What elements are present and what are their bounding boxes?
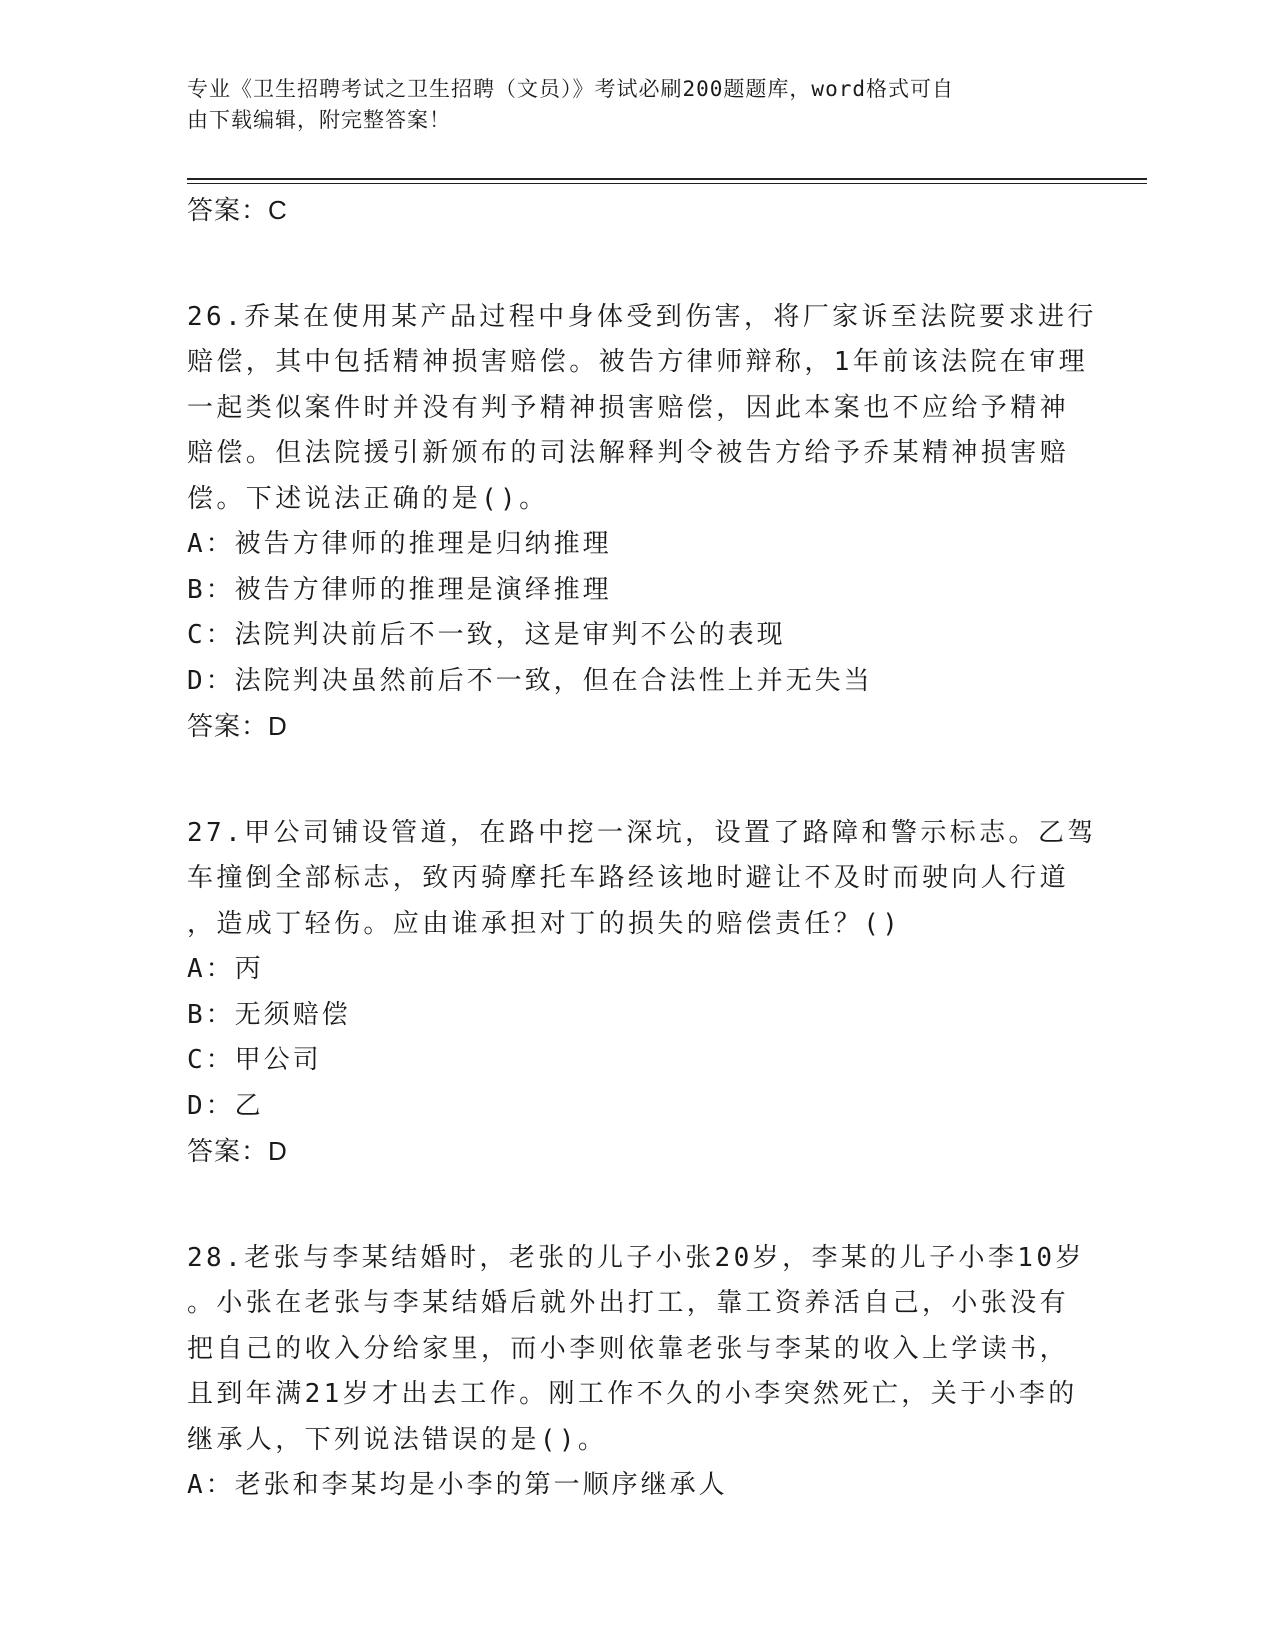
question-text: 一起类似案件时并没有判予精神损害赔偿，因此本案也不应给予精神 (187, 392, 1070, 423)
question-text: 。小张在老张与李某结婚后就外出打工，靠工资养活自己，小张没有 (187, 1288, 1070, 1318)
question-text: 继承人，下列说法错误的是()。 (187, 1424, 608, 1455)
option-a: A：被告方律师的推理是归纳推理 (187, 529, 612, 559)
option-c: C：甲公司 (187, 1045, 322, 1075)
question-text: 26.乔某在使用某产品过程中身体受到伤害，将厂家诉至法院要求进行 (187, 301, 1097, 332)
question-text: 车撞倒全部标志，致丙骑摩托车路经该地时避让不及时而驶向人行道 (187, 863, 1070, 893)
header-line: 专业《卫生招聘考试之卫生招聘（文员）》考试必刷200题题库，word格式可自 (187, 77, 954, 101)
question-text: 偿。下述说法正确的是()。 (187, 483, 549, 514)
option-b: B：无须赔偿 (187, 999, 351, 1030)
option-d: D：法院判决虽然前后不一致，但在合法性上并无失当 (187, 665, 873, 696)
header-divider (187, 183, 1147, 184)
question-text: 赔偿。但法院援引新颁布的司法解释判令被告方给予乔某精神损害赔 (187, 438, 1070, 468)
question-26 (187, 295, 1147, 750)
question-text: 赔偿，其中包括精神损害赔偿。被告方律师辩称，1年前该法院在审理 (187, 347, 1089, 377)
answer-line: 答案：D (187, 1136, 288, 1166)
spacer (187, 750, 1147, 811)
option-d: D：乙 (187, 1090, 264, 1121)
question-text: 把自己的收入分给家里，而小李则依靠老张与李某的收入上学读书， (187, 1333, 1070, 1364)
spacer (187, 234, 1147, 295)
header-divider (187, 178, 1147, 180)
question-text: 28.老张与李某结婚时，老张的儿子小张20岁，李某的儿子小李10岁 (187, 1242, 1085, 1273)
document-body (187, 188, 1147, 1509)
question-text: 27.甲公司铺设管道，在路中挖一深坑，设置了路障和警示标志。乙驾 (187, 817, 1097, 848)
spacer (187, 1175, 1147, 1236)
question-28 (187, 1236, 1147, 1509)
option-a: A：老张和李某均是小李的第一顺序继承人 (187, 1470, 728, 1500)
question-text: 且到年满21岁才出去工作。刚工作不久的小李突然死亡，关于小李的 (187, 1379, 1078, 1409)
answer-line: 答案：D (187, 711, 288, 741)
option-c: C：法院判决前后不一致，这是审判不公的表现 (187, 620, 786, 650)
option-b: B：被告方律师的推理是演绎推理 (187, 574, 612, 605)
question-text: ，造成丁轻伤。应由谁承担对丁的损失的赔偿责任？() (187, 908, 902, 939)
header-line: 由下载编辑，附完整答案！ (187, 108, 451, 132)
document-header (187, 74, 1067, 136)
answer-line: 答案：C (187, 195, 288, 225)
question-27 (187, 811, 1147, 1175)
option-a: A：丙 (187, 954, 264, 984)
